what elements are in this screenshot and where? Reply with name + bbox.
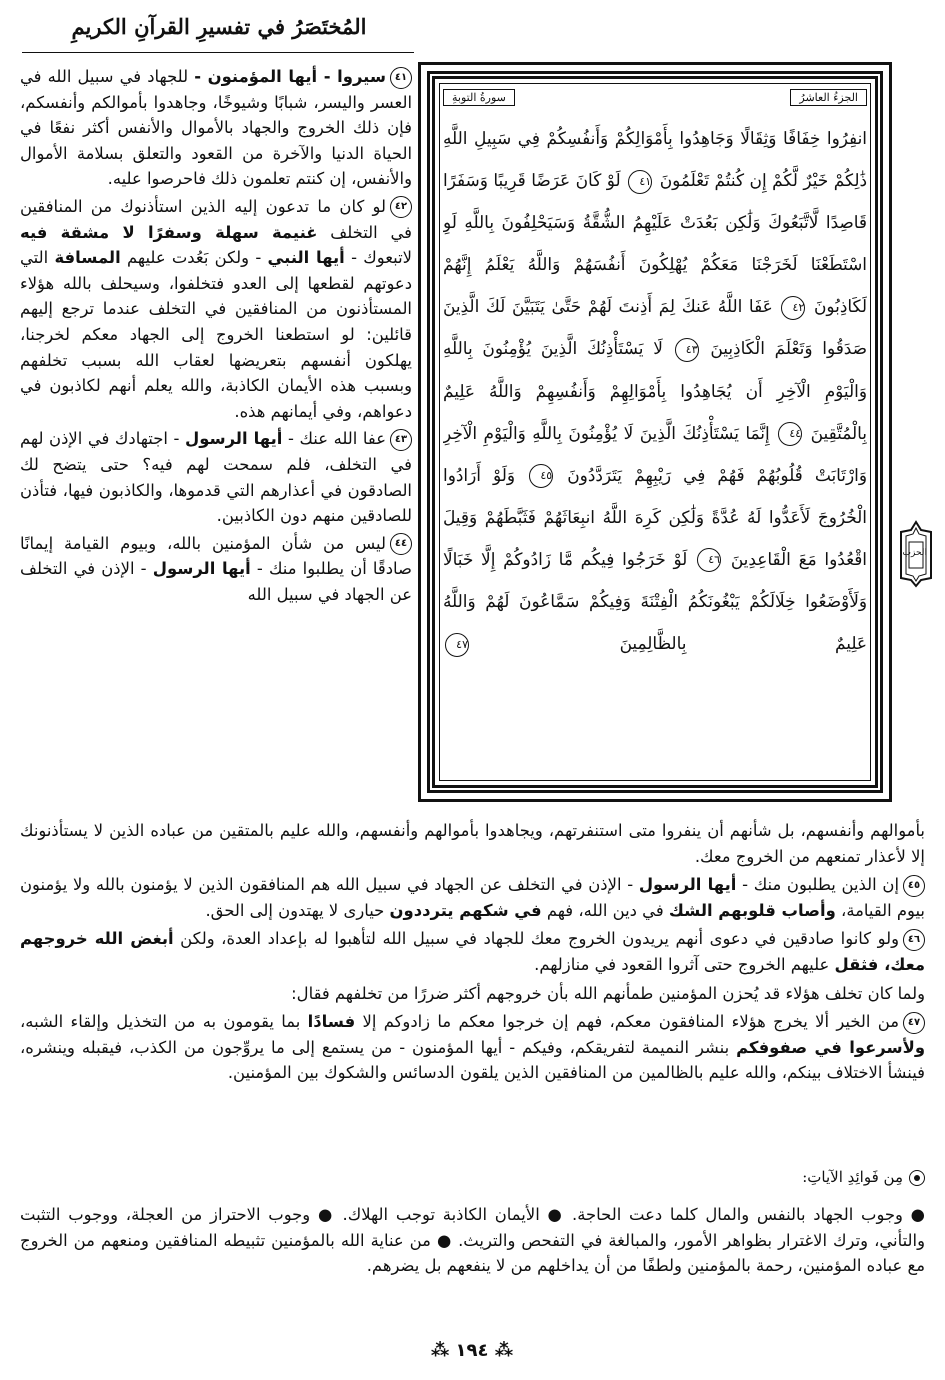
verse-number-marker: ٤١ <box>628 170 652 194</box>
quran-verses <box>443 117 867 664</box>
tafsir-text: ولما كان تخلف هؤلاء قد يُحزن المؤمنين طمأنهم الله بأن خروجهم أكثر ضررًا من تخلفهم فقال: <box>291 983 925 1003</box>
benefits-heading <box>700 1168 925 1186</box>
verse-number-marker: ٤٦ <box>903 929 925 951</box>
verse-number-marker: ٤٦ <box>697 548 721 572</box>
verse-text: عَفَا اللَّهُ عَنكَ لِمَ أَذِنتَ لَهُمْ حَتَّىٰ يَتَبَيَّنَ لَكَ الَّذِينَ صَدَقُوا وَتَعْلَمَ الْكَاذِبِينَ <box>443 296 867 359</box>
benefits-text: ● وجوب الجهاد بالنفس والمال كلما دعت الحاجة. ● الأيمان الكاذبة توجب الهلاك. ● وجوب الاحتراز من العجلة، ووجوب التثبت والتأني، وترك الاغترار بظواهر الأمور، والمبالغة في التفحص والتريث. ● من عناية الله بالمؤمنين تثبيطه المنافقين ومنعهم من الخروج مع عباده المؤمنين، رحمة بالمؤمنين ولطفًا من أن يداخلهم من لا ينفعهم بل يضرهم. <box>20 1205 925 1276</box>
verse-number-marker: ٤٣ <box>390 429 412 451</box>
tafsir-text: في دين الله، فهم <box>541 900 669 920</box>
verse-number-marker: ٤٧ <box>445 633 469 657</box>
tafsir-paragraph <box>20 531 412 608</box>
verse-text: لَوْ كَانَ عَرَضًا قَرِيبًا وَسَفَرًا قَاصِدًا لَّاتَّبَعُوكَ وَلَٰكِن بَعُدَتْ عَلَيْهِمُ الشُّقَّةُ وَسَيَحْلِفُونَ بِاللَّهِ لَوِ اسْتَطَعْنَا لَخَرَجْنَا مَعَكُمْ يُهْلِكُونَ أَنفُسَهُمْ وَاللَّهُ يَعْلَمُ إِنَّهُمْ لَكَاذِبُونَ <box>443 170 867 317</box>
benefits-ornament-icon <box>909 1170 925 1186</box>
tafsir-text: بأموالهم وأنفسهم، بل شأنهم أن ينفروا متى استنفرتهم، ويجاهدوا بأموالهم وأنفسهم، والله عليم بالمتقين من عباده الذين لا يستأذنونك إلا لأعذار تمنعهم من الخروج معك. <box>20 821 925 866</box>
tafsir-text: عليهم الخروج حتى آثروا القعود في منازلهم. <box>534 954 835 974</box>
tafsir-emphasis: ولأسرعوا في صفوفكم <box>736 1037 926 1057</box>
verse-number-marker: ٤٤ <box>390 533 412 555</box>
page-ornament-right-icon: ⁂ <box>430 1340 456 1361</box>
tafsir-text: حيارى لا يهتدون إلى الحق. <box>205 900 390 920</box>
quran-text-area <box>443 89 867 777</box>
tafsir-emphasis: فسادًا <box>307 1012 356 1032</box>
tafsir-paragraph <box>20 194 412 424</box>
verse-text: وَلَوْ أَرَادُوا الْخُرُوجَ لَأَعَدُّوا لَهُ عُدَّةً وَلَٰكِن كَرِهَ اللَّهُ انبِعَاثَهُمْ فَثَبَّطَهُمْ وَقِيلَ اقْعُدُوا مَعَ الْقَاعِدِينَ <box>443 464 867 569</box>
tafsir-text: - الإذن في التخلف عن الجهاد في سبيل الله هم المنافقون الذين لا يؤمنون بالله ولا يؤمنون بيوم القيامة، <box>20 875 925 920</box>
tafsir-emphasis: سيروا - أيها المؤمنون - <box>194 67 386 86</box>
verse-number-marker: ٤٥ <box>903 875 925 897</box>
book-title: المُختَصَرُ في تفسيرِ القرآنِ الكريمِ <box>71 14 367 39</box>
verse-number-marker: ٤٥ <box>529 464 553 488</box>
verse-number-marker: ٤٣ <box>675 338 699 362</box>
surah-label: سورةُ التوبةِ <box>443 89 515 106</box>
page-ornament-left-icon: ⁂ <box>488 1340 514 1361</box>
tafsir-fullwidth <box>20 818 925 1089</box>
header-divider <box>22 52 414 53</box>
tafsir-text: عفا الله عنك - <box>282 429 386 449</box>
juz-label: الجزءُ العاشرُ <box>790 89 867 106</box>
tafsir-text: بنشر النميمة لتفريقكم، وفيكم - أيها المؤمنون - من يستمع إلى ما يروِّجون من الكذب، فيقبله وينشره، فينشأ الاختلاف بينكم، والله عليم بالظالمين من المنافقين الذين يلقون الدسائس والشكوك بين المؤمنين. <box>20 1037 925 1083</box>
tafsir-text: - الإذن في التخلف عن الجهاد في سبيل الله <box>20 559 412 604</box>
hizb-marker <box>897 520 935 588</box>
tafsir-text: بما يقومون به من التخذيل وإلقاء الشبه، <box>20 1012 308 1032</box>
tafsir-paragraph <box>20 1009 925 1086</box>
hizb-label: الحزب <box>902 548 927 558</box>
verse-number-marker: ٤٤ <box>778 422 802 446</box>
tafsir-text: التي دعوتهم لقطعها إلى العدو فتخلفوا، وسيحلف بالله هؤلاء المستأذنون من المنافقين في التخلف عندما ترجع إليهم قائلين: لو استطعنا الخروج إلى الجهاد معكم لخرجنا، يهلكون أنفسهم بتعريضها لعقاب الله بسبب تخلفهم وبسبب هذه الأيمان الكاذبة، والله يعلم أنهم لكاذبون في دعواهم، وفي أيمانهم هذه. <box>20 248 412 421</box>
tafsir-text: - اجتهادك في الإذن لهم في التخلف، فلم سمحت لهم فيه؟ حتى يتضح لك الصادقون في أعذارهم التي قدموها، والكاذبون فيها، فتأذن للصادقين منهم دون الكاذبين. <box>20 429 412 526</box>
tafsir-paragraph <box>20 818 925 869</box>
tafsir-text: ليس من شأن المؤمنين بالله، وبيوم القيامة إيمانًا صادقًا أن يطلبوا منك - <box>20 533 412 579</box>
tafsir-text: ولو كانوا صادقين في دعوى أنهم يريدون الخروج معك للجهاد في سبيل الله لتأهبوا له بإعداد العدة، ولكن <box>173 929 899 949</box>
tafsir-emphasis: في شكهم يترددون <box>389 900 542 920</box>
verse-text: انفِرُوا خِفَافًا وَثِقَالًا وَجَاهِدُوا بِأَمْوَالِكُمْ وَأَنفُسِكُمْ فِي سَبِيلِ اللَّهِ ذَٰلِكُمْ خَيْرٌ لَّكُمْ إِن كُنتُمْ تَعْلَمُونَ <box>443 128 867 191</box>
tafsir-emphasis: أبغض الله خروجهم معك، فثقل <box>20 929 925 974</box>
tafsir-paragraph <box>20 426 412 528</box>
tafsir-text: لو كان ما تدعون إليه الذين استأذنوك من المنافقين في التخلف <box>20 196 412 242</box>
verse-number-marker: ٤٧ <box>903 1012 925 1034</box>
tafsir-paragraph <box>20 872 925 923</box>
verse-number-marker: ٤٢ <box>390 196 412 218</box>
tafsir-text: إن الذين يطلبون منك - <box>736 875 900 895</box>
tafsir-paragraph <box>20 64 412 192</box>
tafsir-text: - ولكن بَعُدت عليهم <box>120 248 268 268</box>
verse-text: إِنَّمَا يَسْتَأْذِنُكَ الَّذِينَ لَا يُؤْمِنُونَ بِاللَّهِ وَالْيَوْمِ الْآخِرِ وَارْتَابَتْ قُلُوبُهُمْ فَهُمْ فِي رَيْبِهِمْ يَتَرَدَّدُونَ <box>443 422 867 485</box>
tafsir-emphasis: أيها الرسول <box>638 875 737 895</box>
tafsir-column <box>20 64 412 806</box>
tafsir-paragraph <box>20 981 925 1007</box>
page-number-text: ١٩٤ <box>455 1340 489 1361</box>
tafsir-emphasis: أيها الرسول <box>152 559 251 579</box>
tafsir-emphasis: أيها النبي <box>267 248 345 268</box>
tafsir-emphasis: وأصاب قلوبهم الشك <box>668 900 836 920</box>
verse-number-marker: ٤٢ <box>781 296 805 320</box>
verse-number-marker: ٤١ <box>390 67 412 89</box>
verse-text: لَوْ خَرَجُوا فِيكُم مَّا زَادُوكُمْ إِلَّا خَبَالًا وَلَأَوْضَعُوا خِلَالَكُمْ يَبْغُونَكُمُ الْفِتْنَةَ وَفِيكُمْ سَمَّاعُونَ لَهُمْ وَاللَّهُ عَلِيمٌ بِالظَّالِمِينَ <box>443 548 867 654</box>
tafsir-emphasis: المسافة <box>54 248 121 268</box>
tafsir-emphasis: غنيمة سهلة وسفرًا لا مشقة فيه <box>20 222 318 242</box>
tafsir-text: للجهاد في سبيل الله في العسر واليسر، شبابًا وشيوخًا، وجاهدوا بأموالكم وأنفسكم، فإن ذلك الخروج والجهاد بالأموال والأنفس أكثر نفعًا في الحياة الدنيا والآخرة من القعود والتعلق بسلامة الأموال والأنفس، إن كنتم تعلمون ذلك فاحرصوا عليه. <box>20 67 412 189</box>
tafsir-text: لاتبعوك - <box>344 248 412 268</box>
page-number <box>372 1340 572 1361</box>
tafsir-emphasis: أيها الرسول <box>184 429 283 449</box>
quran-frame <box>418 62 892 802</box>
tafsir-text: من الخير ألا يخرج هؤلاء المنافقون معكم، فهم إن خرجوا معكم ما زادوكم إلا <box>355 1012 900 1032</box>
benefits-heading-text: مِن فَوائِدِ الآياتِ: <box>802 1168 903 1186</box>
benefits-section <box>20 1202 925 1282</box>
verse-text: لَا يَسْتَأْذِنُكَ الَّذِينَ يُؤْمِنُونَ بِاللَّهِ وَالْيَوْمِ الْآخِرِ أَن يُجَاهِدُوا بِأَمْوَالِهِمْ وَأَنفُسِهِمْ وَاللَّهُ عَلِيمٌ بِالْمُتَّقِينَ <box>443 338 867 443</box>
tafsir-paragraph <box>20 926 925 977</box>
